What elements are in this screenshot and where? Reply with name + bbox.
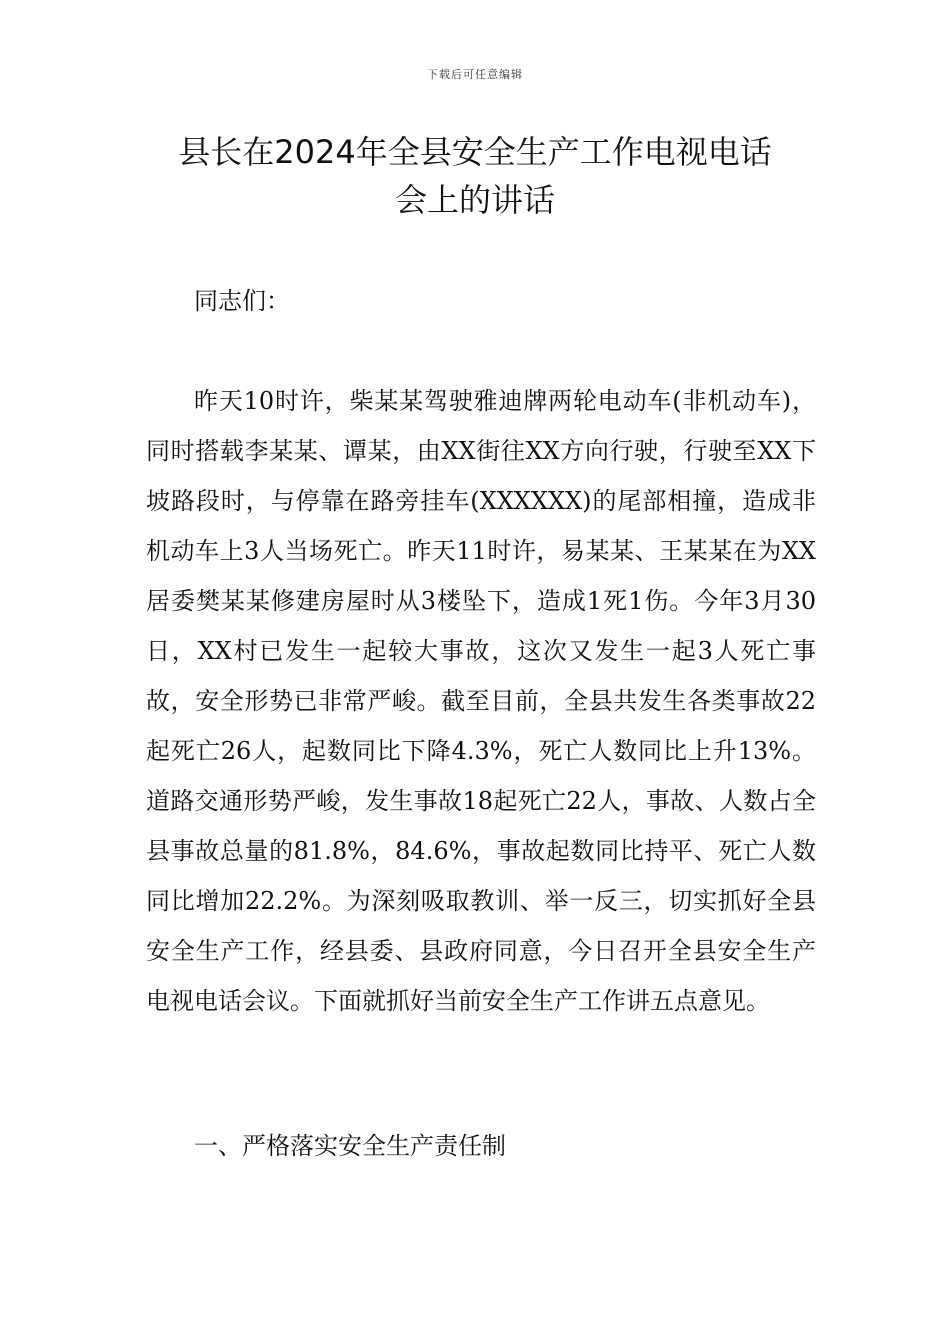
document-title (120, 128, 830, 224)
title-line-2: 会上的讲话 (394, 181, 555, 219)
salutation: 同志们： (194, 287, 290, 315)
title-line-1: 县长在2024年全县安全生产工作电视电话 (178, 133, 772, 171)
header-note: 下载后可任意编辑 (427, 68, 523, 81)
body-paragraph: 昨天10时许，柴某某驾驶雅迪牌两轮电动车(非机动车)，同时搭载李某某、谭某，由XX街往XX方向行驶，行驶至XX下坡路段时，与停靠在路旁挂车(XXXXXX)的尾部相撞，造成非机动车上3人当场死亡。昨天11时许，易某某、王某某在为XX居委樊某某修建房屋时从3楼坠下，造成1死1伤。今年3月30日，XX村已发生一起较大事故，这次又发生一起3人死亡事故，安全形势已非常严峻。截至目前，全县共发生各类事故22起死亡26人，起数同比下降4.3%，死亡人数同比上升13%。道路交通形势严峻，发生事故18起死亡22人，事故、人数占全县事故总量的81.8%，84.6%，事故起数同比持平、死亡人数同比增加22.2%。为深刻吸取教训、举一反三，切实抓好全县安全生产工作，经县委、县政府同意，今日召开全县安全生产电视电话会议。下面就抓好当前安全生产工作讲五点意见。 (146, 387, 816, 1015)
section-heading: 一、严格落实安全生产责任制 (194, 1132, 506, 1160)
